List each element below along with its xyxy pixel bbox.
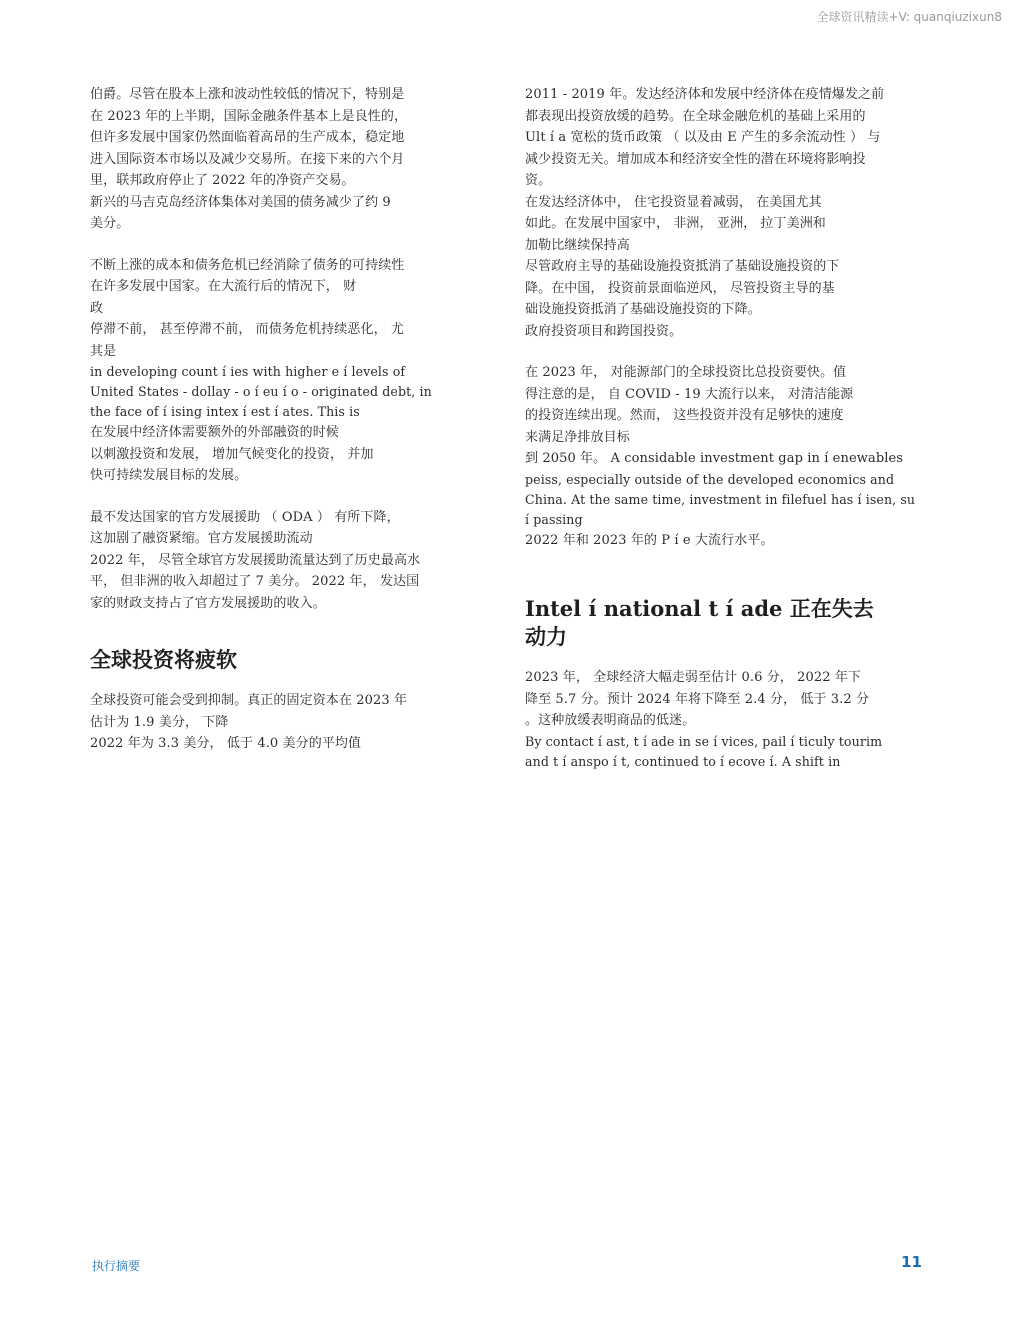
heading-line: Intel í national t í ade 正在失去 xyxy=(525,596,874,621)
paragraph-2 xyxy=(90,255,490,487)
text-line: and t í anspo í t, continued to í ecove í. A shift in xyxy=(525,753,841,769)
text-line: 里，联邦政府停止了 2022 年的净资产交易。 xyxy=(90,173,355,188)
text-line: 政 xyxy=(90,300,104,316)
left-column xyxy=(90,84,490,769)
text-line: 到 2050 年。 A considable investment gap in í enewables xyxy=(525,451,904,466)
text-line: 2022 年和 2023 年的 P í e 大流行水平。 xyxy=(525,532,774,548)
section-heading-global-investment: 全球投资将疲软 xyxy=(90,648,237,672)
text-line: 进入国际资本市场以及减少交易所。在接下来的六个月 xyxy=(90,151,405,167)
text-line: 伯爵。尽管在股本上涨和波动性较低的情况下，特别是 xyxy=(90,87,405,102)
text-line: 尽管政府主导的基础设施投资抵消了基础设施投资的下 xyxy=(525,259,840,274)
text-line: peiss, especially outside of the developed economics and xyxy=(525,471,895,487)
text-line: 在发展中经济体需要额外的外部融资的时候 xyxy=(90,425,339,440)
paragraph-1 xyxy=(90,84,490,235)
paragraph-3 xyxy=(90,507,490,615)
text-line: 减少投资无关。增加成本和经济安全性的潜在环境将影响投 xyxy=(525,151,866,167)
text-line: 家的财政支持占了官方发展援助的收入。 xyxy=(90,595,326,611)
text-line: 以刺激投资和发展， 增加气候变化的投资， 并加 xyxy=(90,446,374,462)
text-line: 2022 年， 尽管全球官方发展援助流量达到了历史最高水 xyxy=(90,552,421,568)
text-line: 降。在中国， 投资前景面临逆风， 尽管投资主导的基 xyxy=(525,280,835,296)
watermark-text: 全球资讯精读+V: quanqiuzixun8 xyxy=(816,10,1002,24)
page-number: 11 xyxy=(901,1253,922,1271)
text-line: China. At the same time, investment in filefuel has í isen, su xyxy=(525,491,916,507)
text-line: 政府投资项目和跨国投资。 xyxy=(525,323,683,339)
text-line: 全球投资可能会受到抑制。真正的固定资本在 2023 年 xyxy=(90,693,408,708)
text-line: 在发达经济体中， 住宅投资显着减弱， 在美国尤其 xyxy=(525,194,822,210)
text-line: 在 2023 年， 对能源部门的全球投资比总投资要快。值 xyxy=(525,365,847,380)
text-line: 快可持续发展目标的发展。 xyxy=(90,468,248,483)
text-line: 美分。 xyxy=(90,216,130,231)
text-line: By contact í ast, t í ade in se í vices, pail í ticuly tourim xyxy=(525,733,883,749)
text-line: 这加剧了融资紧缩。官方发展援助流动 xyxy=(90,531,313,546)
text-line: í passing xyxy=(525,511,583,527)
text-line: 在许多发展中国家。在大流行后的情况下， 财 xyxy=(90,279,357,294)
text-line: 。这种放缓表明商品的低迷。 xyxy=(525,713,696,728)
paragraph-4 xyxy=(90,690,490,755)
text-line: 在 2023 年的上半期，国际金融条件基本上是良性的， xyxy=(90,108,408,124)
text-line: 2023 年， 全球经济大幅走弱至估计 0.6 分， 2022 年下 xyxy=(525,670,862,685)
text-line: United States - dollay - o í eu í o - originated debt, in xyxy=(90,384,432,399)
text-line: 新兴的马吉克岛经济体集体对美国的债务减少了约 9 xyxy=(90,194,391,210)
text-line: in developing count í ies with higher e í levels of xyxy=(90,364,406,379)
text-line: 不断上涨的成本和债务危机已经消除了债务的可持续性 xyxy=(90,257,405,273)
text-line: 降至 5.7 分。预计 2024 年将下降至 2.4 分， 低于 3.2 分 xyxy=(525,691,870,707)
footer-section-label: 执行摘要 xyxy=(92,1259,141,1273)
text-line: 加勒比继续保持高 xyxy=(525,237,630,253)
text-line: 平， 但非洲的收入却超过了 7 美分。 2022 年， 发达国 xyxy=(90,574,420,589)
text-line: Ult í a 宽松的货币政策 （ 以及由 E 产生的多余流动性 ） 与 xyxy=(525,130,881,145)
text-line: 停滞不前， 甚至停滞不前， 而债务危机持续恶化， 尤 xyxy=(90,322,404,337)
text-line: 2022 年为 3.3 美分， 低于 4.0 美分的平均值 xyxy=(90,736,362,751)
paragraph-1 xyxy=(525,84,933,342)
text-line: the face of í ising intex í est í ates. This is xyxy=(90,404,360,419)
text-line: 的投资连续出现。然而， 这些投资并没有足够快的速度 xyxy=(525,408,844,423)
text-line: 2011 - 2019 年。发达经济体和发展中经济体在疫情爆发之前 xyxy=(525,87,885,102)
text-line: 来满足净排放目标 xyxy=(525,429,630,445)
text-line: 最不发达国家的官方发展援助 （ ODA ） 有所下降， xyxy=(90,509,400,525)
text-line: 础设施投资抵消了基础设施投资的下降。 xyxy=(525,302,761,317)
text-line: 资。 xyxy=(525,173,552,188)
text-line: 其是 xyxy=(90,343,117,359)
paragraph-2 xyxy=(525,362,933,551)
section-heading-international-trade xyxy=(525,595,933,651)
text-line: 如此。在发展中国家中， 非洲， 亚洲， 拉丁美洲和 xyxy=(525,216,826,231)
heading-line: 动力 xyxy=(525,624,567,649)
text-line: 都表现出投资放缓的趋势。在全球金融危机的基础上采用的 xyxy=(525,108,866,124)
right-column xyxy=(525,84,933,786)
paragraph-3 xyxy=(525,667,933,772)
text-line: 得注意的是， 自 COVID - 19 大流行以来， 对清洁能源 xyxy=(525,386,854,402)
text-line: 估计为 1.9 美分， 下降 xyxy=(90,714,229,730)
text-line: 但许多发展中国家仍然面临着高昂的生产成本，稳定地 xyxy=(90,130,405,145)
